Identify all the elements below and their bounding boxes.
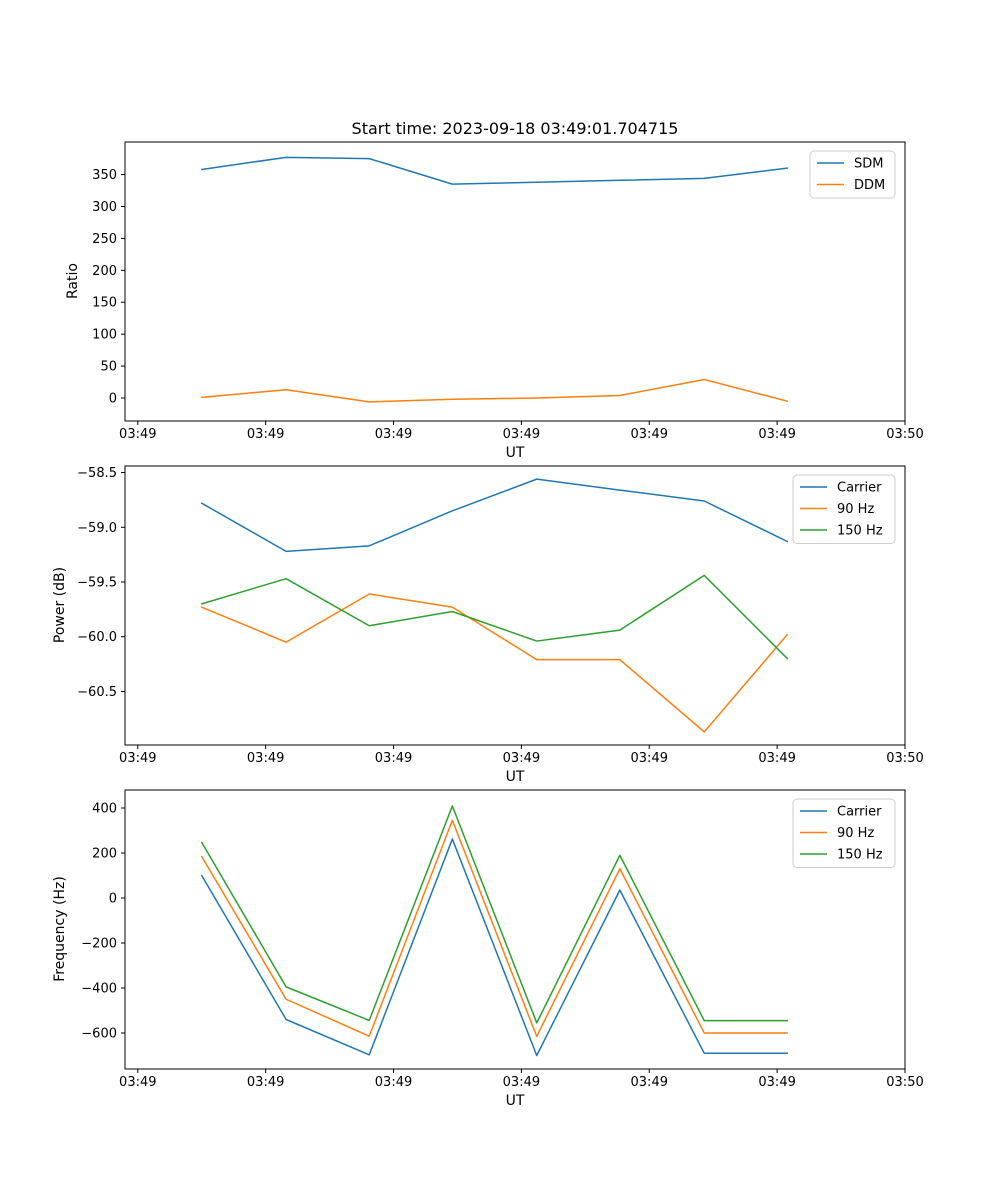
frequency-chart — [81, 790, 923, 1090]
figure-title: Start time: 2023-09-18 03:49:01.704715 — [351, 119, 679, 138]
x-tick-label: 03:49 — [502, 751, 541, 766]
y-tick-label: 0 — [108, 391, 117, 407]
x-tick-label: 03:49 — [630, 1075, 668, 1090]
series-line-150-hz — [202, 806, 788, 1023]
axes-frame — [125, 790, 905, 1069]
series-line-90-hz — [202, 594, 788, 732]
x-tick-label: 03:49 — [758, 751, 796, 766]
legend-label: 150 Hz — [837, 523, 883, 539]
y-tick-label: −59.0 — [77, 520, 117, 536]
x-tick-label: 03:49 — [758, 1075, 796, 1090]
y-tick-label: −600 — [81, 1026, 117, 1042]
ratio-chart — [92, 142, 924, 442]
x-tick-label: 03:49 — [246, 1075, 285, 1090]
x-tick-label: 03:49 — [246, 427, 285, 442]
x-tick-label: 03:50 — [886, 1075, 924, 1090]
power-xaxis-label: UT — [505, 769, 525, 785]
legend-label: DDM — [854, 178, 886, 193]
x-tick-label: 03:49 — [502, 427, 541, 442]
y-tick-label: 250 — [92, 231, 117, 247]
y-tick-label: −59.5 — [77, 575, 117, 591]
y-tick-label: −200 — [81, 936, 117, 952]
legend-label: 90 Hz — [837, 826, 875, 841]
power-axis-label: Power (dB) — [52, 566, 68, 644]
legend-label: Carrier — [837, 480, 882, 496]
legend-label: Carrier — [837, 804, 882, 820]
y-tick-label: −60.5 — [77, 684, 117, 700]
x-tick-label: 03:49 — [374, 1075, 413, 1090]
y-tick-label: 350 — [92, 168, 117, 184]
x-tick-label: 03:49 — [119, 1075, 157, 1090]
y-tick-label: −400 — [81, 981, 117, 997]
y-tick-label: −58.5 — [77, 466, 117, 482]
y-tick-label: 0 — [108, 891, 117, 907]
axes-frame — [125, 142, 905, 421]
x-tick-label: 03:50 — [886, 751, 924, 766]
y-tick-label: 100 — [92, 327, 117, 343]
y-tick-label: 200 — [92, 846, 117, 862]
ratio-axis-label: Ratio — [65, 263, 81, 299]
ratio-xaxis-label: UT — [505, 445, 525, 461]
y-tick-label: −60.0 — [77, 630, 117, 646]
series-line-90-hz — [202, 820, 788, 1036]
power-chart — [77, 466, 924, 766]
x-tick-label: 03:49 — [758, 427, 796, 442]
y-tick-label: 150 — [92, 295, 117, 311]
series-line-150-hz — [202, 575, 788, 658]
legend-label: 150 Hz — [837, 847, 883, 863]
y-tick-label: 200 — [92, 263, 117, 279]
series-line-carrier — [202, 479, 788, 551]
legend-label: 90 Hz — [837, 502, 875, 517]
x-tick-label: 03:49 — [502, 1075, 541, 1090]
legend-label: SDM — [854, 156, 884, 172]
series-line-ddm — [202, 380, 788, 402]
frequency-xaxis-label: UT — [505, 1093, 525, 1109]
series-line-sdm — [202, 157, 788, 184]
x-tick-label: 03:49 — [374, 427, 413, 442]
y-tick-label: 300 — [92, 199, 117, 215]
axes-frame — [125, 466, 905, 745]
x-tick-label: 03:49 — [119, 751, 157, 766]
x-tick-label: 03:50 — [886, 427, 924, 442]
y-tick-label: 50 — [100, 359, 117, 375]
frequency-axis-label: Frequency (Hz) — [52, 876, 68, 982]
x-tick-label: 03:49 — [374, 751, 413, 766]
x-tick-label: 03:49 — [119, 427, 157, 442]
x-tick-label: 03:49 — [630, 427, 668, 442]
x-tick-label: 03:49 — [630, 751, 668, 766]
x-tick-label: 03:49 — [246, 751, 285, 766]
y-tick-label: 400 — [92, 801, 117, 817]
